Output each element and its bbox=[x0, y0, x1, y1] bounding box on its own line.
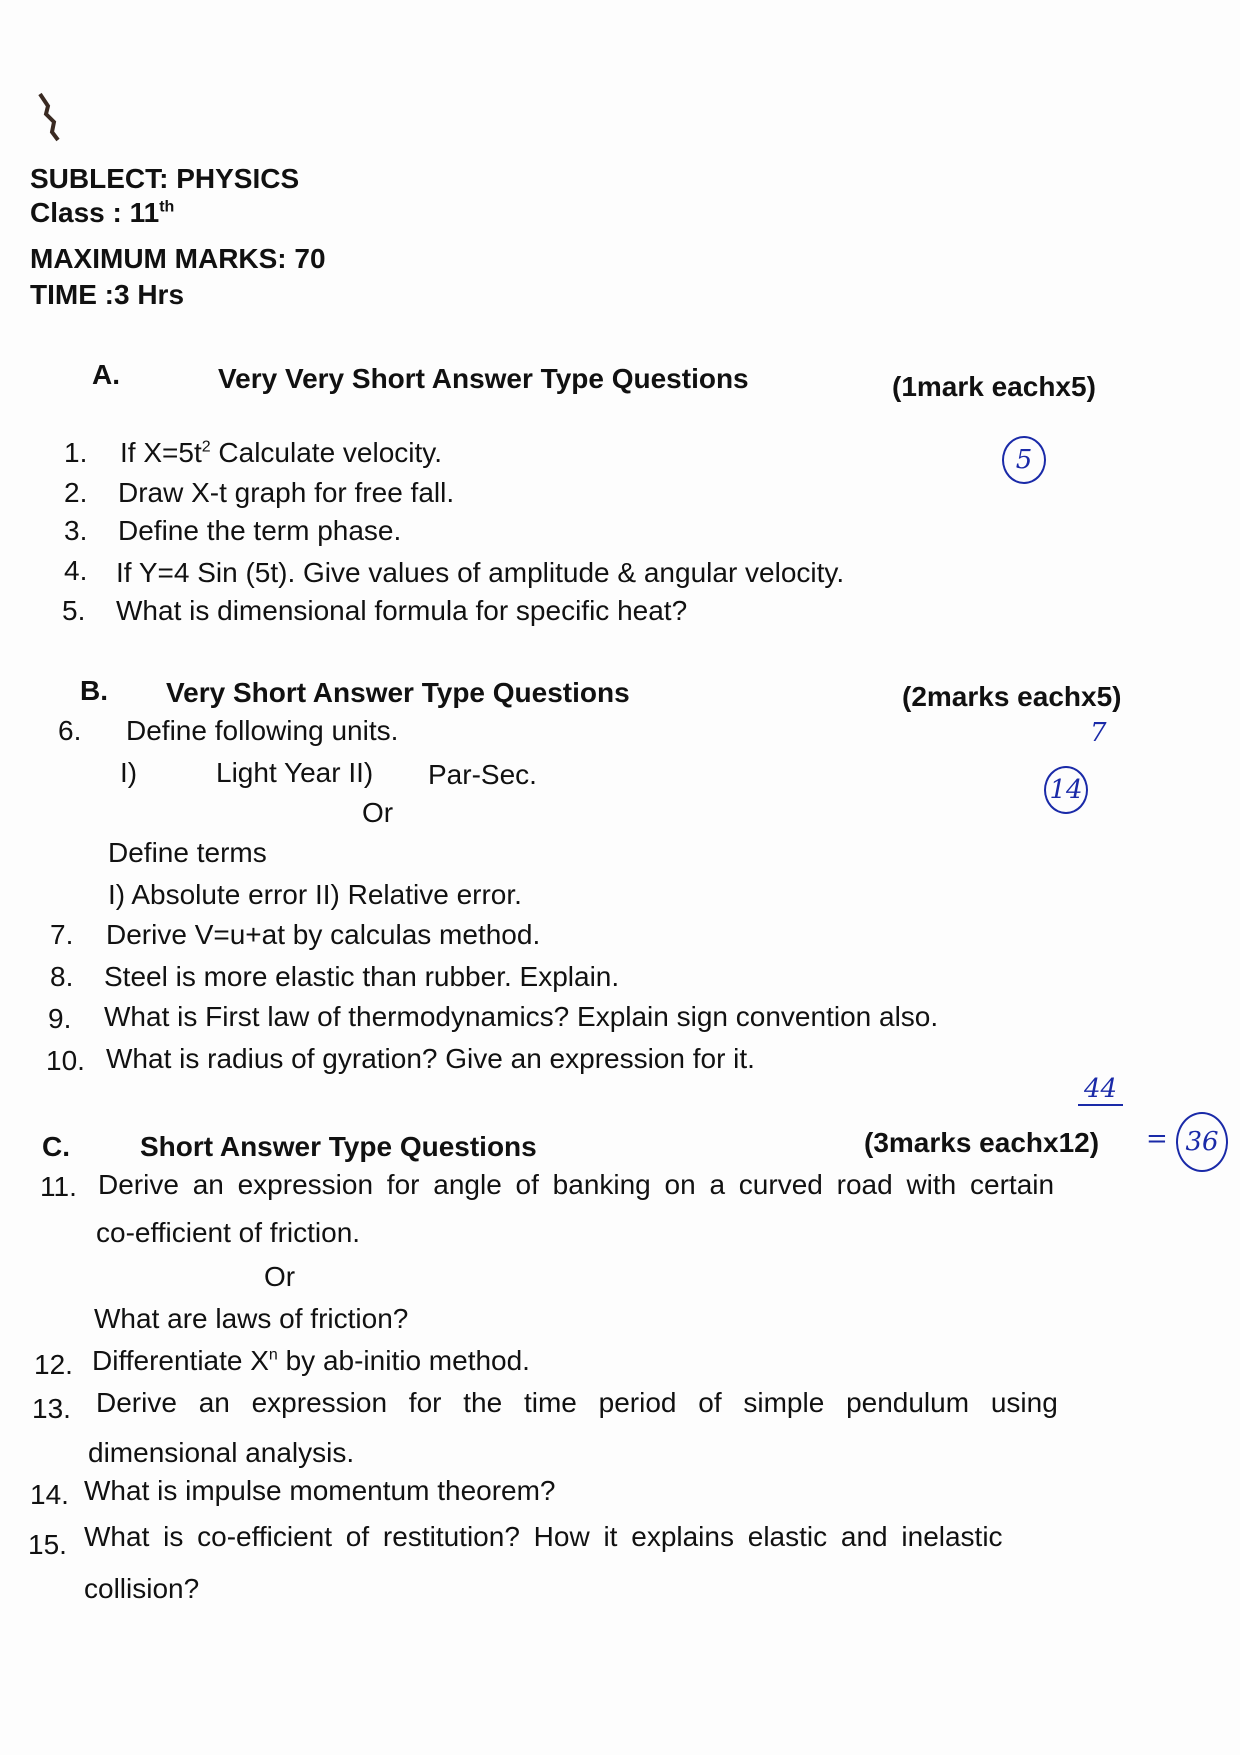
q14-num: 14. bbox=[30, 1479, 69, 1510]
q1-post: Calculate velocity. bbox=[210, 437, 442, 468]
section-b-letter: B. bbox=[80, 675, 108, 706]
time-line: TIME :3 Hrs bbox=[30, 279, 185, 310]
q1-num: 1. bbox=[64, 437, 88, 468]
q6-alt: Define terms bbox=[108, 837, 267, 868]
q1-text bbox=[120, 436, 442, 470]
class-label: Class : 11 bbox=[30, 197, 160, 228]
q13-cont: dimensional analysis. bbox=[88, 1437, 355, 1468]
q9-num: 9. bbox=[48, 1003, 72, 1034]
q1-pre: If X=5t bbox=[120, 437, 202, 468]
q6-sub2-text: Par-Sec. bbox=[428, 759, 537, 790]
section-c-title: Short Answer Type Questions bbox=[140, 1131, 537, 1162]
subject-line: SUBLECT: PHYSICS bbox=[30, 163, 300, 194]
q8-num: 8. bbox=[50, 961, 74, 992]
q15-cont: collision? bbox=[84, 1573, 200, 1604]
q10-text: What is radius of gyration? Give an expression for it. bbox=[106, 1043, 755, 1074]
section-a-title: Very Very Short Answer Type Questions bbox=[218, 363, 749, 394]
q6-sub1: I) bbox=[120, 757, 138, 788]
q14-text: What is impulse momentum theorem? bbox=[84, 1475, 556, 1506]
q15-num: 15. bbox=[28, 1529, 67, 1560]
q12-pre: Differentiate X bbox=[92, 1345, 269, 1376]
tick-mark-b: 7 bbox=[1090, 718, 1107, 748]
q13-num: 13. bbox=[32, 1393, 71, 1424]
q11-num: 11. bbox=[40, 1171, 77, 1202]
equals-mark: = bbox=[1146, 1124, 1168, 1154]
q6-or: Or bbox=[362, 797, 394, 828]
class-line bbox=[30, 196, 174, 230]
section-b-marks: (2marks eachx5) bbox=[902, 681, 1122, 712]
q4-num: 4. bbox=[64, 555, 88, 586]
section-c-marks: (3marks eachx12) bbox=[864, 1127, 1100, 1158]
q3-num: 3. bbox=[64, 515, 88, 546]
q12-post: by ab-initio method. bbox=[277, 1345, 530, 1376]
q6-sub1-text: Light Year II) bbox=[216, 757, 374, 788]
q12-sup: n bbox=[268, 1346, 278, 1364]
q6-text: Define following units. bbox=[126, 715, 399, 746]
section-b-title: Very Short Answer Type Questions bbox=[166, 677, 630, 708]
q11-text: Derive an expression for angle of banking on a curved road with certain bbox=[98, 1169, 1055, 1200]
score-c-circled: 36 bbox=[1176, 1112, 1228, 1172]
q7-num: 7. bbox=[50, 919, 74, 950]
q3-text: Define the term phase. bbox=[118, 515, 402, 546]
q9-text: What is First law of thermodynamics? Explain sign convention also. bbox=[104, 1001, 939, 1032]
section-c-letter: C. bbox=[42, 1131, 70, 1162]
q11-or: Or bbox=[264, 1261, 296, 1292]
section-a-letter: A. bbox=[92, 359, 120, 390]
q15-text: What is co-efficient of restitution? How it explains elastic and inelastic bbox=[84, 1521, 1003, 1552]
q6-alt-sub: I) Absolute error II) Relative error. bbox=[108, 879, 522, 910]
score-a-circled: 5 bbox=[1002, 436, 1046, 484]
q2-num: 2. bbox=[64, 477, 88, 508]
class-sup: th bbox=[159, 198, 175, 216]
q8-text: Steel is more elastic than rubber. Explain. bbox=[104, 961, 620, 992]
q4-text: If Y=4 Sin (5t). Give values of amplitude & angular velocity. bbox=[116, 557, 845, 588]
q10-num: 10. bbox=[46, 1045, 85, 1076]
q12-num: 12. bbox=[34, 1349, 73, 1380]
q12-text bbox=[92, 1344, 530, 1378]
q5-num: 5. bbox=[62, 595, 86, 626]
score-b-circled: 14 bbox=[1044, 766, 1088, 814]
q11-cont: co-efficient of friction. bbox=[96, 1217, 361, 1248]
q7-text: Derive V=u+at by calculas method. bbox=[106, 919, 541, 950]
q13-text: Derive an expression for the time period of simple pendulum using bbox=[96, 1387, 1058, 1418]
max-marks-line: MAXIMUM MARKS: 70 bbox=[30, 243, 326, 274]
handwritten-over-marks: 44 bbox=[1078, 1074, 1123, 1106]
q11-alt: What are laws of friction? bbox=[94, 1303, 409, 1334]
scan-smudge-mark bbox=[36, 92, 66, 142]
q1-sup: 2 bbox=[201, 438, 211, 456]
section-a-marks: (1mark eachx5) bbox=[892, 371, 1096, 402]
q2-text: Draw X-t graph for free fall. bbox=[118, 477, 455, 508]
q5-text: What is dimensional formula for specific heat? bbox=[116, 595, 688, 626]
q6-num: 6. bbox=[58, 715, 82, 746]
